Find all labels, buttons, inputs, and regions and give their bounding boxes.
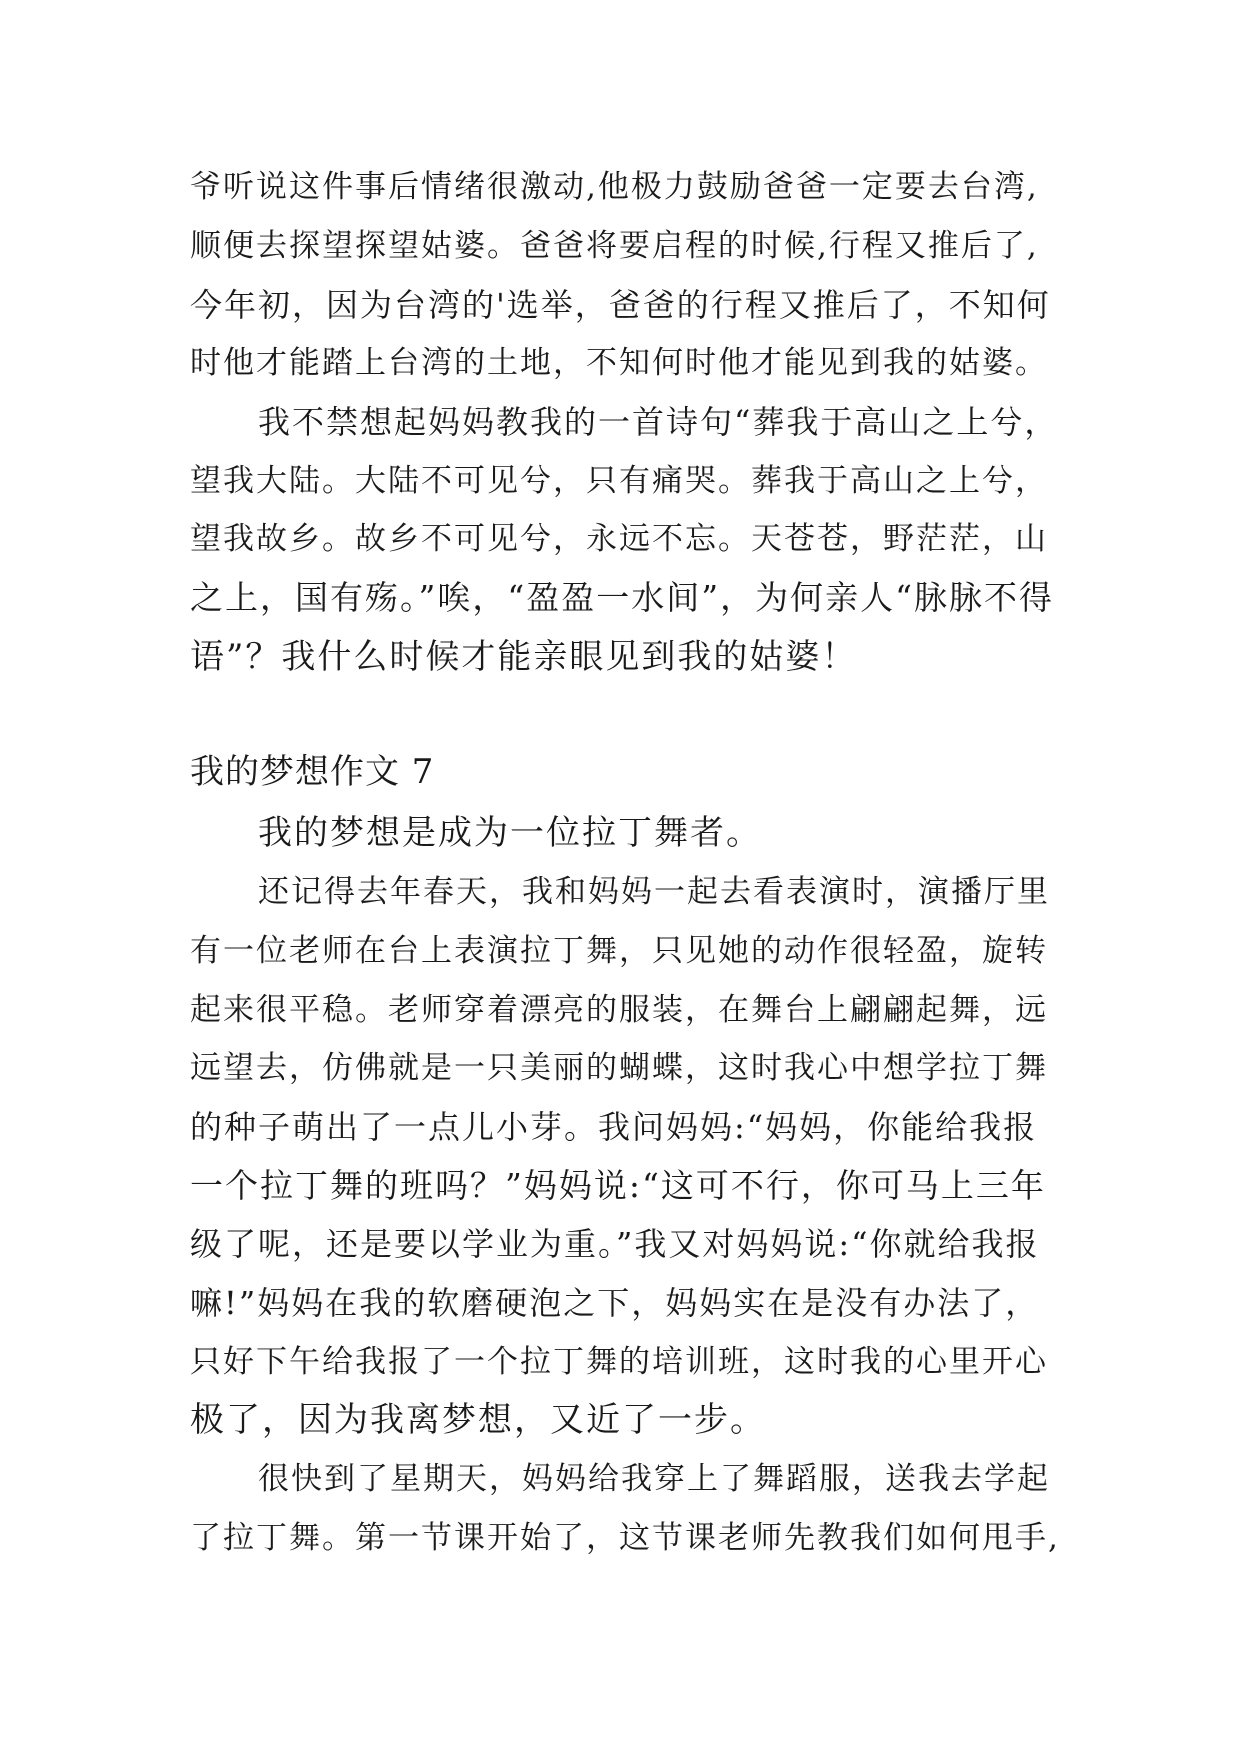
paragraph-line: 起来很平稳。老师穿着漂亮的服装，在舞台上翩翩起舞，远 xyxy=(190,992,1048,1028)
section-heading: 我的梦想作文 7 xyxy=(190,752,435,792)
paragraph-line: 顺便去探望探望姑婆。爸爸将要启程的时候,行程又推后了, xyxy=(190,228,1039,264)
paragraph-line: 很快到了星期天，妈妈给我穿上了舞蹈服，送我去学起 xyxy=(258,1461,1050,1497)
paragraph-line: 只好下午给我报了一个拉丁舞的培训班，这时我的心里开心 xyxy=(190,1344,1048,1380)
paragraph-line: 还记得去年春天，我和妈妈一起去看表演时，演播厅里 xyxy=(258,874,1050,910)
paragraph-line: 极了，因为我离梦想，又近了一步。 xyxy=(190,1400,766,1440)
paragraph-line: 级了呢，还是要以学业为重。”我又对妈妈说:“你就给我报 xyxy=(190,1225,1040,1263)
paragraph-line: 今年初，因为台湾的'选举，爸爸的行程又推后了，不知何 xyxy=(190,286,1051,324)
paragraph-line: 时他才能踏上台湾的土地，不知何时他才能见到我的姑婆。 xyxy=(190,345,1048,381)
paragraph-line: 嘛!”妈妈在我的软磨硬泡之下，妈妈实在是没有办法了， xyxy=(190,1284,1040,1322)
paragraph-line: 一个拉丁舞的班吗？”妈妈说:“这可不行，你可马上三年 xyxy=(190,1166,1046,1205)
paragraph-line: 望我大陆。大陆不可见兮，只有痛哭。葬我于高山之上兮， xyxy=(190,463,1048,499)
paragraph-line: 有一位老师在台上表演拉丁舞，只见她的动作很轻盈，旋转 xyxy=(190,933,1048,969)
paragraph-line: 望我故乡。故乡不可见兮，永远不忘。天苍苍，野茫茫，山 xyxy=(190,521,1048,557)
paragraph-line: 爷听说这件事后情绪很激动,他极力鼓励爸爸一定要去台湾, xyxy=(190,169,1039,205)
paragraph-line: 的种子萌出了一点儿小芽。我问妈妈:“妈妈，你能给我报 xyxy=(190,1108,1038,1146)
paragraph-line: 我不禁想起妈妈教我的一首诗句“葬我于高山之上兮， xyxy=(258,403,1059,441)
paragraph-line: 之上，国有殇。”唉，“盈盈一水间”，为何亲人“脉脉不得 xyxy=(190,578,1054,617)
paragraph-line: 远望去，仿佛就是一只美丽的蝴蝶，这时我心中想学拉丁舞 xyxy=(190,1050,1048,1086)
paragraph-line: 了拉丁舞。第一节课开始了，这节课老师先教我们如何甩手, xyxy=(190,1520,1060,1556)
paragraph-line: 我的梦想是成为一位拉丁舞者。 xyxy=(258,813,762,853)
paragraph-line: 语”？我什么时候才能亲眼见到我的姑婆！ xyxy=(190,637,858,677)
